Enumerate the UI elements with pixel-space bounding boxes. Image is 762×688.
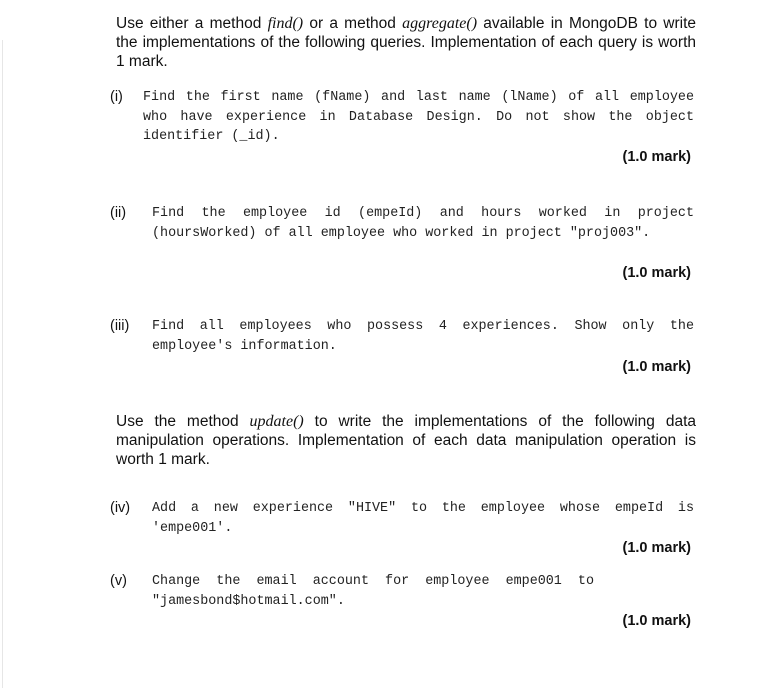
page-edge-line	[2, 40, 3, 688]
mark-label-iv: (1.0 mark)	[622, 540, 691, 556]
question-text: Add a new experience "HIVE" to the employee whose empeId is 'empe001'.	[152, 501, 694, 536]
question-iv	[110, 499, 694, 538]
question-number: (i)	[110, 89, 123, 105]
intro1-text-a: Use either a method	[116, 15, 268, 32]
intro-paragraph-updates	[116, 412, 696, 469]
intro2-text-b: to write the implementations of the following data manipulation operations. Implementation of each data manipulation operation is worth 1 mark.	[116, 413, 696, 468]
intro2-text-a: Use the method	[116, 413, 250, 430]
question-text: Change the email account for employee empe001 to "jamesbond$hotmail.com".	[152, 574, 594, 609]
method-update: update()	[249, 413, 304, 430]
question-number: (iv)	[110, 500, 131, 516]
mark-label-iii: (1.0 mark)	[622, 359, 691, 375]
method-aggregate: aggregate()	[402, 15, 478, 32]
question-text: Find all employees who possess 4 experiences. Show only the employee's information.	[152, 319, 694, 354]
question-text: Find the employee id (empeId) and hours worked in project (hoursWorked) of all employee who worked in project "proj003".	[152, 206, 694, 241]
method-find: find()	[267, 15, 304, 32]
intro1-text-b: or a method	[303, 15, 403, 32]
question-ii	[110, 204, 694, 243]
question-number: (ii)	[110, 205, 127, 221]
question-i	[110, 88, 694, 147]
question-v	[110, 572, 694, 611]
question-iii	[110, 317, 694, 356]
intro1-text-c: available in MongoDB to write the implementations of the following queries. Implementation of each query is worth 1 mark.	[116, 15, 697, 70]
mark-label-i: (1.0 mark)	[622, 149, 691, 165]
mark-label-ii: (1.0 mark)	[622, 265, 691, 281]
question-text: Find the first name (fName) and last name (lName) of all employee who have experience in Database Design. Do not show the object identifier (_id).	[143, 90, 694, 144]
mark-label-v: (1.0 mark)	[622, 613, 691, 629]
question-number: (iii)	[110, 318, 130, 334]
question-number: (v)	[110, 573, 127, 589]
intro-paragraph-queries	[116, 14, 696, 71]
